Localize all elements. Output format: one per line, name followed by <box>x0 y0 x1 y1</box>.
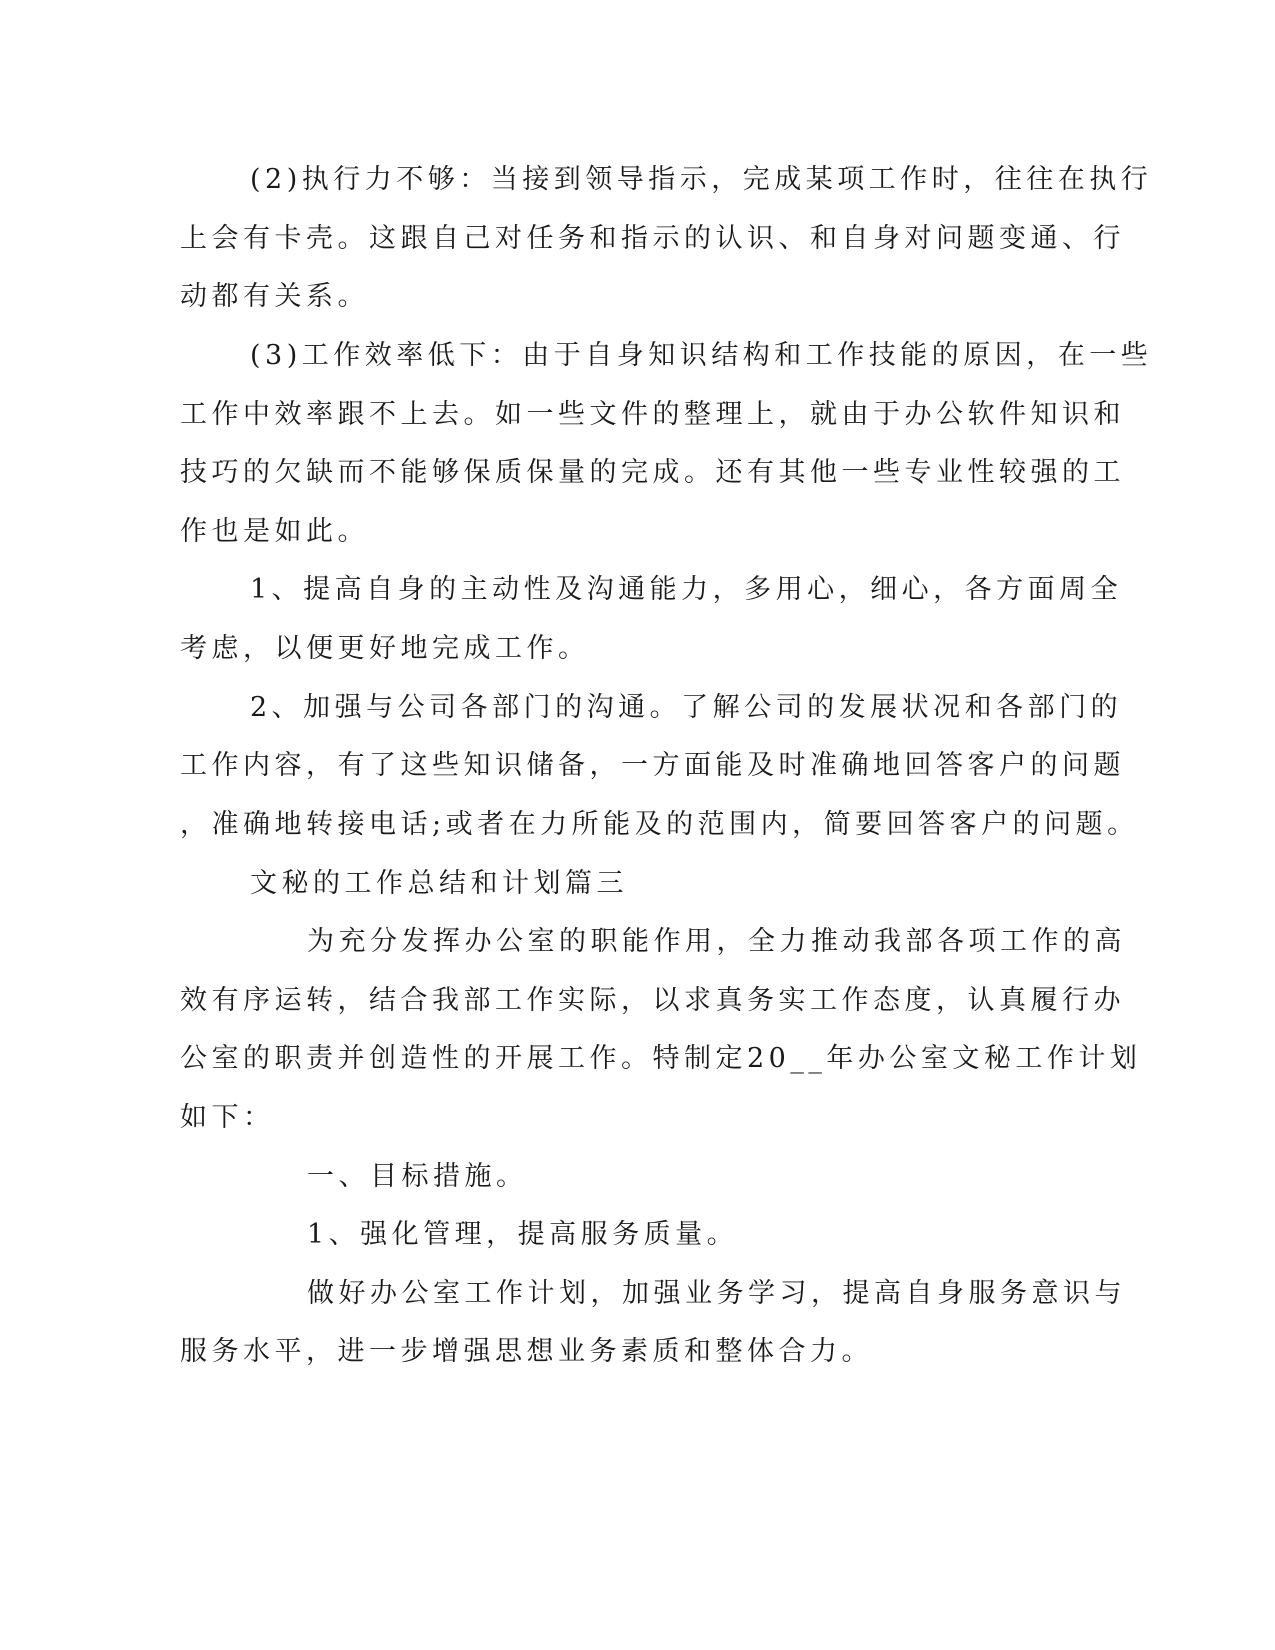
text-line: 1、提高自身的主动性及沟通能力，多用心，细心，各方面周全 <box>250 574 1123 605</box>
text-line: 技巧的欠缺而不能够保质保量的完成。还有其他一些专业性较强的工 <box>180 457 1125 488</box>
text-line: 作也是如此。 <box>180 516 369 547</box>
text-line: 工作中效率跟不上去。如一些文件的整理上，就由于办公软件知识和 <box>180 399 1125 430</box>
text-line: 做好办公室工作计划，加强业务学习，提高自身服务意识与 <box>307 1278 1126 1309</box>
text-line: 效有序运转，结合我部工作实际，以求真务实工作态度，认真履行办 <box>180 985 1125 1016</box>
text-line: (2)执行力不够：当接到领导指示，完成某项工作时，往往在执行 <box>250 164 1153 195</box>
text-line: 服务水平，进一步增强思想业务素质和整体合力。 <box>180 1336 873 1367</box>
text-line: 一、目标措施。 <box>307 1161 528 1192</box>
text-line: 为充分发挥办公室的职能作用，全力推动我部各项工作的高 <box>307 926 1126 957</box>
text-line: 如下： <box>180 1102 275 1133</box>
text-line: 考虑，以便更好地完成工作。 <box>180 633 590 664</box>
section-heading: 文秘的工作总结和计划篇三 <box>250 868 628 899</box>
text-line: 2、加强与公司各部门的沟通。了解公司的发展状况和各部门的 <box>250 692 1123 723</box>
text-line: ，准确地转接电话;或者在力所能及的范围内，简要回答客户的问题。 <box>180 809 1139 840</box>
text-line: 公室的职责并创造性的开展工作。特制定20__年办公室文秘工作计划 <box>180 1043 1142 1074</box>
text-line: 上会有卡壳。这跟自己对任务和指示的认识、和自身对问题变通、行 <box>180 223 1125 254</box>
text-line: 1、强化管理，提高服务质量。 <box>307 1219 739 1250</box>
text-line: 工作内容，有了这些知识储备，一方面能及时准确地回答客户的问题 <box>180 750 1125 781</box>
text-line: 动都有关系。 <box>180 281 369 312</box>
text-line: (3)工作效率低下：由于自身知识结构和工作技能的原因，在一些 <box>250 340 1153 371</box>
